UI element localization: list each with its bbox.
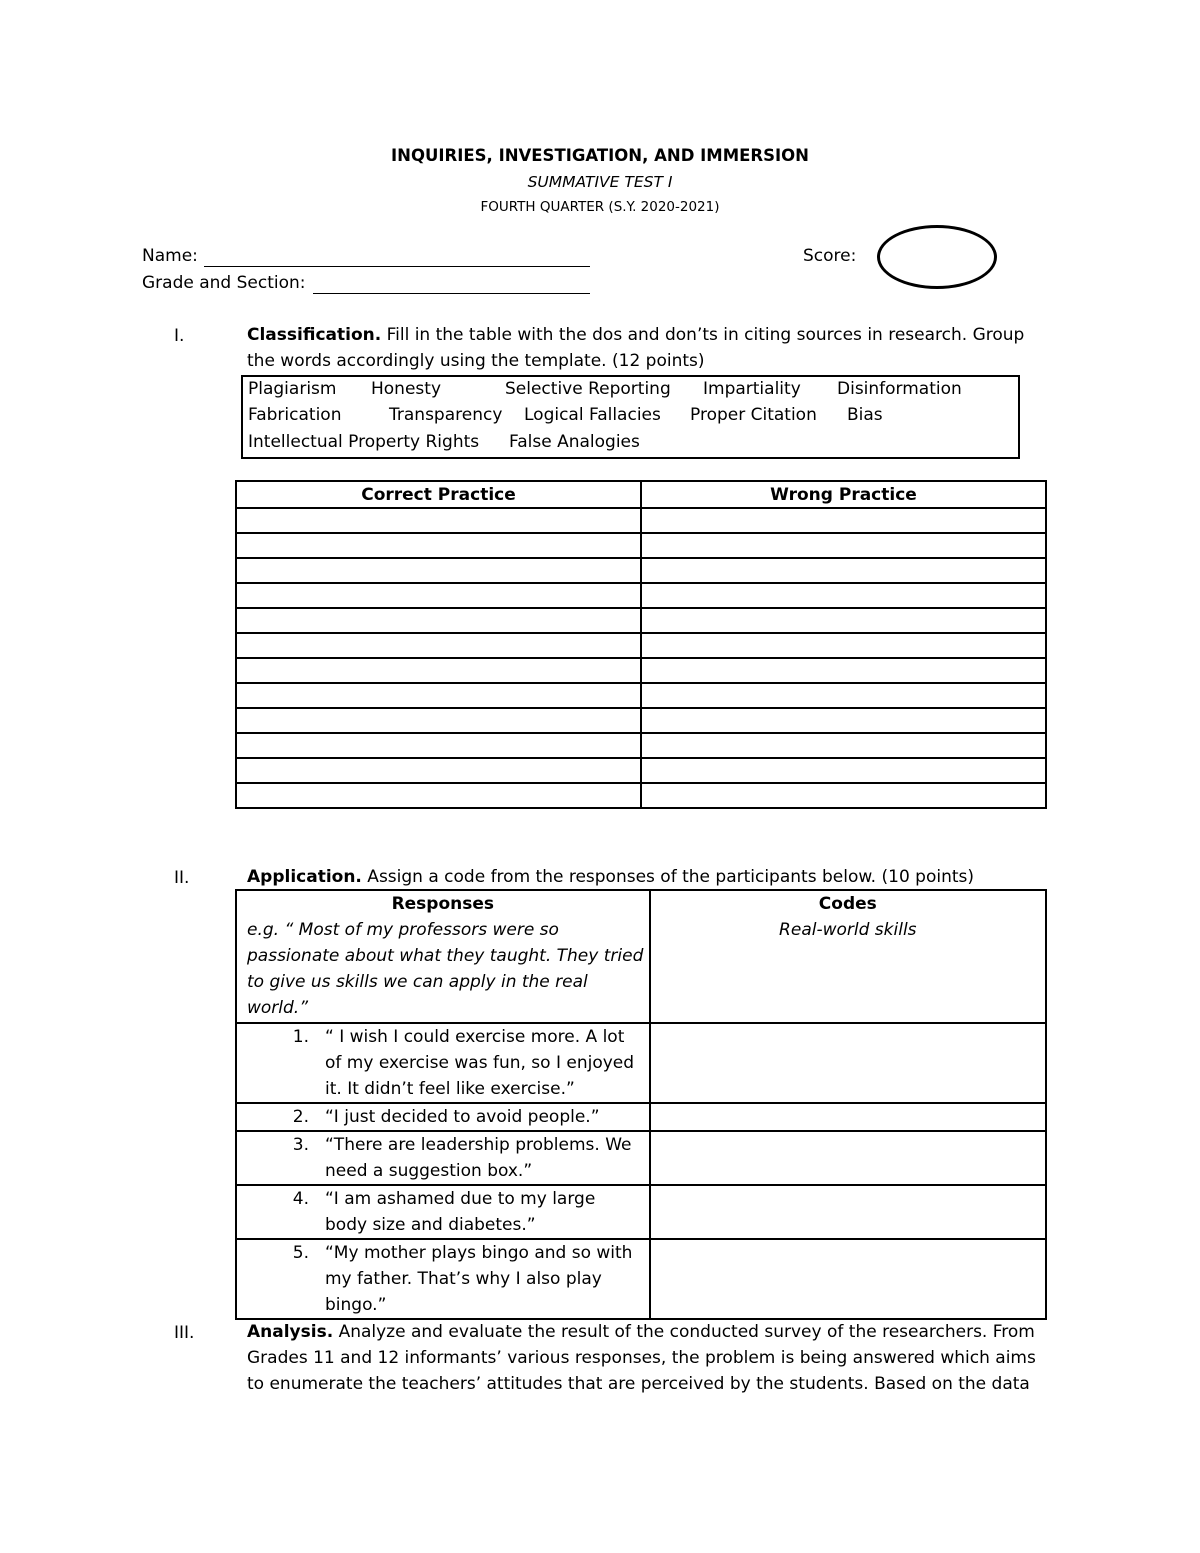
example-response: e.g. “ Most of my professors were so passionate about what they taught. They tried to give us skills we can apply in the real world.”	[247, 920, 644, 1018]
section-3-line1: Analyze and evaluate the result of the conducted survey of the researchers. From	[333, 1322, 1035, 1342]
practice-row	[236, 633, 1046, 658]
document-title: INQUIRIES, INVESTIGATION, AND IMMERSION	[391, 146, 809, 165]
correct-practice-cell[interactable]	[236, 583, 641, 608]
wrong-practice-cell[interactable]	[641, 658, 1046, 683]
section-3-heading: Analysis.	[247, 1322, 334, 1342]
section-3-line2: Grades 11 and 12 informants’ various responses, the problem is being answered which aims	[247, 1348, 1036, 1368]
correct-practice-cell[interactable]	[236, 683, 641, 708]
wrong-practice-cell[interactable]	[641, 783, 1046, 808]
score-label: Score:	[803, 246, 857, 266]
practice-row	[236, 608, 1046, 633]
correct-practice-cell[interactable]	[236, 658, 641, 683]
response-number: 5.	[292, 1243, 309, 1263]
correct-practice-cell[interactable]	[236, 783, 641, 808]
word-bank-item: Impartiality	[703, 379, 801, 399]
practice-row	[236, 658, 1046, 683]
name-label: Name:	[142, 246, 198, 266]
code-answer-cell[interactable]	[650, 1131, 1046, 1185]
correct-practice-cell[interactable]	[236, 533, 641, 558]
word-bank-item: Disinformation	[837, 379, 962, 399]
response-number: 4.	[292, 1189, 309, 1209]
wrong-practice-cell[interactable]	[641, 708, 1046, 733]
section-2-numeral: II.	[174, 868, 190, 888]
practice-row	[236, 583, 1046, 608]
code-answer-cell[interactable]	[650, 1023, 1046, 1103]
section-1-line1: Fill in the table with the dos and don’ts in citing sources in research. Group	[381, 325, 1025, 345]
grade-section-field[interactable]	[313, 293, 590, 294]
word-bank-item: Plagiarism	[248, 379, 337, 399]
code-answer-cell[interactable]	[650, 1185, 1046, 1239]
word-bank-item: Intellectual Property Rights	[248, 432, 480, 452]
response-cell	[236, 1023, 650, 1103]
practice-table	[235, 480, 1047, 809]
correct-practice-cell[interactable]	[236, 633, 641, 658]
word-bank-item: Selective Reporting	[505, 379, 671, 399]
response-number: 1.	[292, 1027, 309, 1047]
response-text: “My mother plays bingo and so with my father. That’s why I also play bingo.”	[325, 1243, 633, 1315]
practice-row	[236, 758, 1046, 783]
section-1-numeral: I.	[174, 326, 185, 346]
section-1-instructions	[247, 322, 1024, 374]
word-bank-item: Fabrication	[248, 405, 342, 425]
correct-practice-cell[interactable]	[236, 708, 641, 733]
word-bank-item: Logical Fallacies	[524, 405, 661, 425]
word-bank-item: Honesty	[371, 379, 442, 399]
section-2-text: Assign a code from the responses of the participants below. (10 points)	[361, 867, 975, 887]
word-bank-item: False Analogies	[509, 432, 640, 452]
quarter-label: FOURTH QUARTER (S.Y. 2020-2021)	[480, 199, 720, 215]
wrong-practice-cell[interactable]	[641, 633, 1046, 658]
wrong-practice-cell[interactable]	[641, 583, 1046, 608]
wrong-practice-cell[interactable]	[641, 683, 1046, 708]
codes-header: Codes	[818, 894, 877, 914]
responses-table	[235, 889, 1047, 1320]
section-3-instructions	[247, 1319, 1036, 1397]
correct-practice-cell[interactable]	[236, 758, 641, 783]
section-3-line3: to enumerate the teachers’ attitudes that are perceived by the students. Based on the data	[247, 1374, 1030, 1394]
word-bank-item: Proper Citation	[690, 405, 817, 425]
wrong-practice-cell[interactable]	[641, 533, 1046, 558]
wrong-practice-cell[interactable]	[641, 558, 1046, 583]
document-subtitle: SUMMATIVE TEST I	[527, 173, 673, 191]
section-3-numeral: III.	[174, 1323, 195, 1343]
response-text: “There are leadership problems. We need a suggestion box.”	[325, 1135, 632, 1181]
section-1-heading: Classification.	[247, 325, 382, 345]
wrong-practice-cell[interactable]	[641, 608, 1046, 633]
response-text: “I am ashamed due to my large body size and diabetes.”	[325, 1189, 596, 1235]
code-answer-cell[interactable]	[650, 1239, 1046, 1319]
correct-practice-cell[interactable]	[236, 608, 641, 633]
practice-row	[236, 783, 1046, 808]
wrong-practice-header: Wrong Practice	[641, 481, 1046, 508]
word-bank-item: Transparency	[389, 405, 503, 425]
practice-row	[236, 683, 1046, 708]
correct-practice-cell[interactable]	[236, 733, 641, 758]
response-text: “ I wish I could exercise more. A lot of my exercise was fun, so I enjoyed it. It didn’t feel like exercise.”	[325, 1027, 635, 1099]
example-code-cell	[650, 890, 1046, 1023]
wrong-practice-cell[interactable]	[641, 758, 1046, 783]
grade-section-label: Grade and Section:	[142, 273, 306, 293]
name-field[interactable]	[204, 266, 590, 267]
practice-row	[236, 733, 1046, 758]
section-1-line2: the words accordingly using the template. (12 points)	[247, 351, 705, 371]
response-number: 2.	[292, 1107, 309, 1127]
section-2-instructions	[247, 864, 974, 890]
example-response-cell	[236, 890, 650, 1023]
response-text: “I just decided to avoid people.”	[325, 1107, 600, 1127]
practice-row	[236, 708, 1046, 733]
response-cell	[236, 1103, 650, 1131]
practice-row	[236, 533, 1046, 558]
response-cell	[236, 1131, 650, 1185]
response-number: 3.	[292, 1135, 309, 1155]
practice-row	[236, 508, 1046, 533]
correct-practice-cell[interactable]	[236, 508, 641, 533]
response-cell	[236, 1185, 650, 1239]
correct-practice-header: Correct Practice	[236, 481, 641, 508]
wrong-practice-cell[interactable]	[641, 508, 1046, 533]
word-bank-item: Bias	[847, 405, 883, 425]
correct-practice-cell[interactable]	[236, 558, 641, 583]
word-bank	[241, 375, 1020, 459]
section-2-heading: Application.	[247, 867, 362, 887]
practice-row	[236, 558, 1046, 583]
wrong-practice-cell[interactable]	[641, 733, 1046, 758]
example-code: Real-world skills	[779, 920, 917, 940]
responses-header: Responses	[391, 894, 495, 914]
response-cell	[236, 1239, 650, 1319]
score-oval[interactable]	[877, 225, 997, 289]
code-answer-cell[interactable]	[650, 1103, 1046, 1131]
